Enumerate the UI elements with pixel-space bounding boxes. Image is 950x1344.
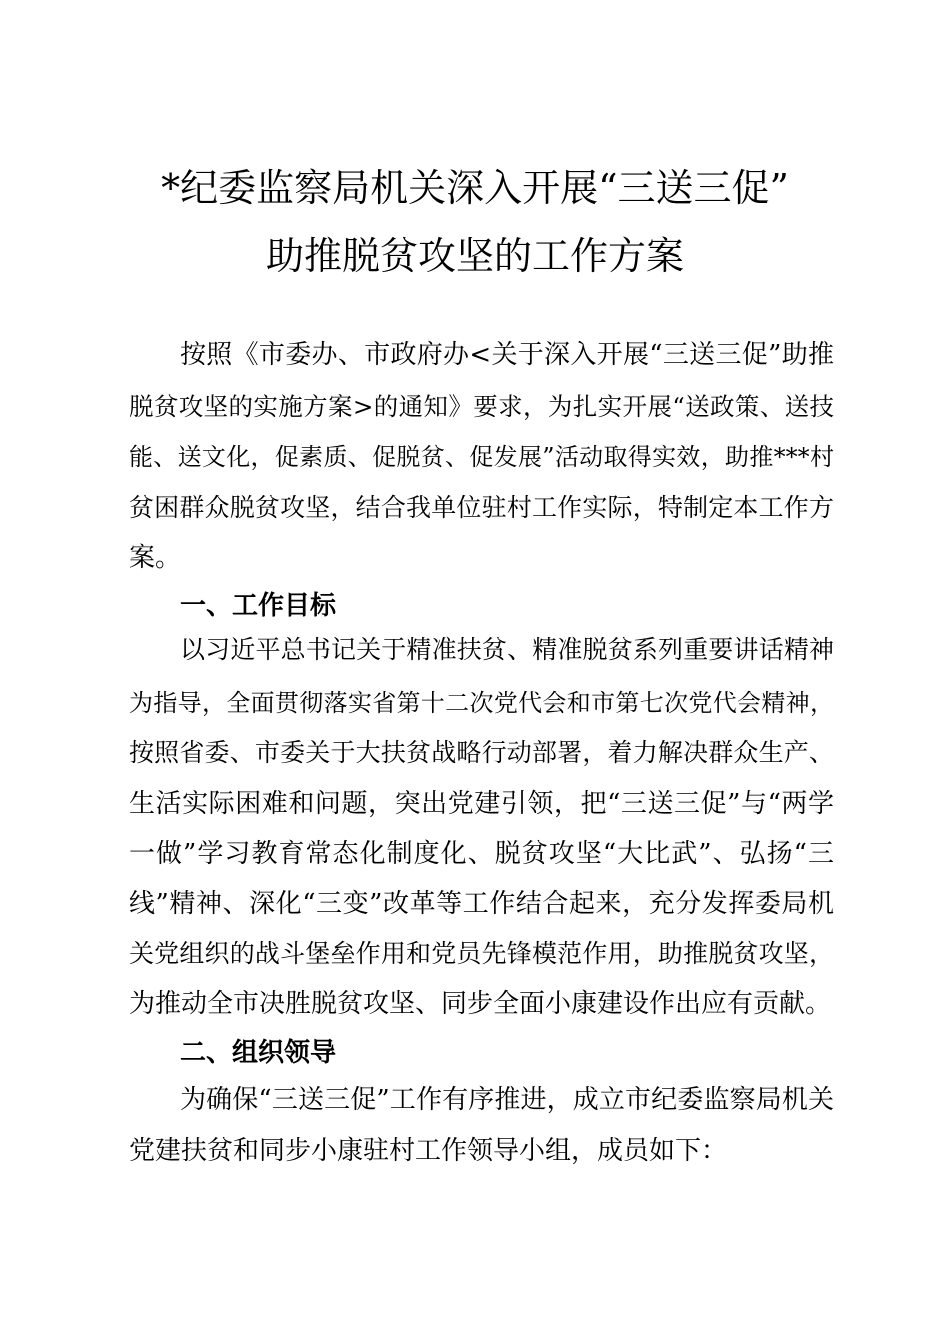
section1-line: 以习近平总书记关于精准扶贫、精准脱贫系列重要讲话精神 bbox=[180, 635, 834, 664]
title-text: 助推脱贫攻坚的工作方案 bbox=[265, 234, 684, 278]
section1-line: 为推动全市决胜脱贫攻坚、同步全面小康建设作出应有贡献。 bbox=[129, 989, 832, 1019]
section1-line: 按照省委、市委关于大扶贫战略行动部署，着力解决群众生产、 bbox=[129, 738, 834, 767]
document-title-line-2 bbox=[0, 234, 950, 278]
intro-line: 贫困群众脱贫攻坚，结合我单位驻村工作实际，特制定本工作方 bbox=[129, 493, 834, 522]
section1-line: 为指导，全面贯彻落实省第十二次党代会和市第七次党代会精神， bbox=[129, 689, 834, 717]
section1-line: 线”精神、深化“三变”改革等工作结合起来，充分发挥委局机 bbox=[129, 889, 834, 919]
section1-line: 一做”学习教育常态化制度化、脱贫攻坚“大比武”、弘扬“三 bbox=[129, 839, 834, 869]
section1-line: 生活实际困难和问题，突出党建引领，把“三送三促”与“两学 bbox=[129, 789, 834, 819]
section1-line: 关党组织的战斗堡垒作用和党员先锋模范作用，助推脱贫攻坚， bbox=[129, 939, 834, 968]
section-heading-goals: 一、工作目标 bbox=[180, 591, 337, 621]
title-text: *纪委监察局机关深入开展“三送三促” bbox=[161, 166, 789, 210]
section2-line: 为确保“三送三促”工作有序推进，成立市纪委监察局机关 bbox=[180, 1085, 834, 1115]
document-title-line-1 bbox=[0, 166, 950, 210]
intro-line: 案。 bbox=[129, 543, 182, 573]
intro-line: 能、送文化，促素质、促脱贫、促发展”活动取得实效，助推***村 bbox=[129, 443, 834, 471]
intro-line: 脱贫攻坚的实施方案>的通知》要求，为扎实开展“送政策、送技 bbox=[129, 392, 834, 421]
section-heading-organization: 二、组织领导 bbox=[180, 1038, 337, 1068]
intro-line: 按照《市委办、市政府办<关于深入开展“三送三促”助推 bbox=[180, 340, 834, 370]
section2-line: 党建扶贫和同步小康驻村工作领导小组，成员如下： bbox=[129, 1136, 728, 1166]
